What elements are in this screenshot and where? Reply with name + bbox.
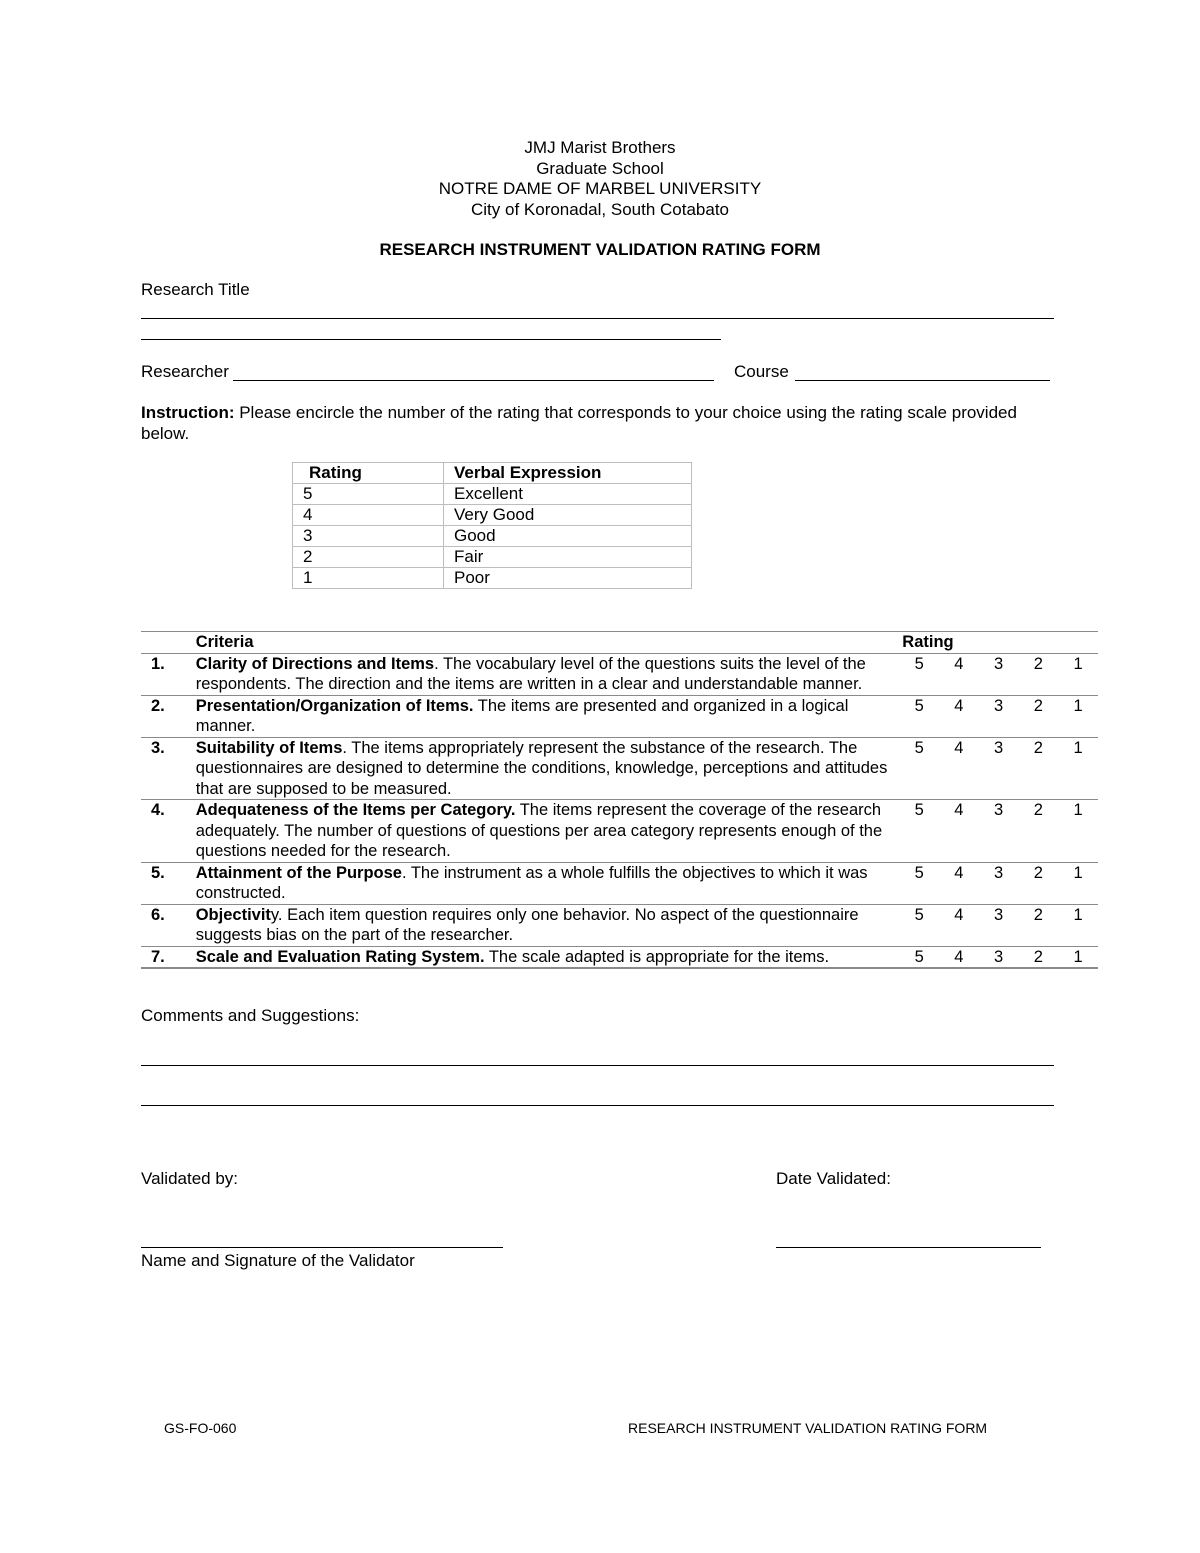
researcher-label: Researcher xyxy=(141,362,229,381)
criteria-text: y. Each item question requires only one behavior. No aspect of the questionnaire suggests bias on the part of the researcher. xyxy=(195,905,859,944)
header-line-2: Graduate School xyxy=(536,159,664,178)
rating-value: 1 xyxy=(293,568,444,589)
header-line-4: City of Koronadal, South Cotabato xyxy=(471,200,729,219)
rating-expression: Poor xyxy=(444,568,692,589)
rating-option-4[interactable]: 4 xyxy=(954,696,964,715)
research-title-line-1[interactable] xyxy=(141,318,1054,319)
rating-value: 3 xyxy=(293,526,444,547)
criteria-title: Suitability of Items xyxy=(195,738,343,757)
date-validated-line[interactable] xyxy=(776,1247,1041,1248)
criteria-row xyxy=(141,946,1098,968)
rating-option-3[interactable]: 3 xyxy=(994,905,1004,924)
validated-by-label: Validated by: xyxy=(141,1169,239,1188)
research-title-line-2[interactable] xyxy=(141,339,721,340)
comments-line-1[interactable] xyxy=(141,1065,1054,1066)
criteria-description xyxy=(196,737,900,800)
criteria-text: The scale adapted is appropriate for the items. xyxy=(484,947,830,966)
criteria-number: 1. xyxy=(151,654,165,673)
rating-option-4[interactable]: 4 xyxy=(954,654,964,673)
rating-value: 5 xyxy=(293,484,444,505)
rating-option-2[interactable]: 2 xyxy=(1033,738,1043,757)
rating-option-1[interactable]: 1 xyxy=(1073,947,1083,966)
comments-label: Comments and Suggestions: xyxy=(141,1006,360,1025)
criteria-text: . The vocabulary level of the questions suits the level of the respondents. The direction and the items are written in a clear and understandable manner. xyxy=(195,654,866,693)
criteria-row xyxy=(141,653,1098,695)
criteria-text: The items are presented and organized in a logical manner. xyxy=(195,696,849,735)
criteria-number: 3. xyxy=(151,738,165,757)
criteria-table xyxy=(141,631,1098,969)
criteria-description xyxy=(196,862,900,904)
rating-option-1[interactable]: 1 xyxy=(1073,905,1083,924)
rating-scale-row xyxy=(293,484,692,505)
criteria-text: The items represent the coverage of the research adequately. The number of questions of questions per area category represents enough of the questions needed for the research. xyxy=(195,801,883,860)
rating-option-2[interactable]: 2 xyxy=(1033,905,1043,924)
rating-option-2[interactable]: 2 xyxy=(1033,654,1043,673)
header-line-3: NOTRE DAME OF MARBEL UNIVERSITY xyxy=(438,179,762,198)
rating-option-1[interactable]: 1 xyxy=(1073,801,1083,819)
footer-title: RESEARCH INSTRUMENT VALIDATION RATING FORM xyxy=(628,1420,988,1436)
rating-option-1[interactable]: 1 xyxy=(1073,696,1083,715)
rating-option-5[interactable]: 5 xyxy=(914,801,924,819)
criteria-text: . The items appropriately represent the substance of the research. The questionnaires are designed to determine the conditions, knowledge, perceptions and attitudes that are supposed to be measured. xyxy=(195,738,888,798)
rating-option-5[interactable]: 5 xyxy=(914,947,924,966)
criteria-row xyxy=(141,695,1098,737)
rating-option-1[interactable]: 1 xyxy=(1073,863,1083,882)
criteria-header-num xyxy=(141,632,196,654)
instruction xyxy=(141,402,1061,444)
rating-option-5[interactable]: 5 xyxy=(914,654,924,673)
rating-option-4[interactable]: 4 xyxy=(954,947,964,966)
criteria-row xyxy=(141,904,1098,946)
criteria-header: Criteria xyxy=(196,632,900,654)
validator-signature-line[interactable] xyxy=(141,1247,503,1248)
rating-option-4[interactable]: 4 xyxy=(954,905,964,924)
rating-option-3[interactable]: 3 xyxy=(994,696,1004,715)
research-title-label: Research Title xyxy=(141,280,250,299)
criteria-number: 7. xyxy=(151,947,165,966)
rating-option-4[interactable]: 4 xyxy=(954,738,964,757)
rating-scale-row xyxy=(293,547,692,568)
rating-option-4[interactable]: 4 xyxy=(954,863,964,882)
rating-scale-row xyxy=(293,526,692,547)
criteria-row xyxy=(141,862,1098,904)
footer-code: GS-FO-060 xyxy=(164,1420,237,1436)
criteria-description xyxy=(196,946,900,968)
rating-option-3[interactable]: 3 xyxy=(994,947,1004,966)
instruction-label: Instruction: xyxy=(141,403,235,422)
criteria-description xyxy=(196,653,900,695)
rating-option-5[interactable]: 5 xyxy=(914,696,924,715)
criteria-title: Clarity of Directions and Items xyxy=(195,654,435,673)
rating-scale-table xyxy=(292,462,692,589)
rating-option-3[interactable]: 3 xyxy=(994,801,1004,819)
researcher-line[interactable] xyxy=(233,380,714,381)
criteria-text: . The instrument as a whole fulfills the objectives to which it was constructed. xyxy=(195,863,868,902)
rating-value: 4 xyxy=(293,505,444,526)
date-validated-label: Date Validated: xyxy=(776,1169,891,1188)
comments-line-2[interactable] xyxy=(141,1105,1054,1106)
criteria-title: Adequateness of the Items per Category. xyxy=(195,801,516,819)
rating-option-5[interactable]: 5 xyxy=(914,738,924,757)
form-title: RESEARCH INSTRUMENT VALIDATION RATING FORM xyxy=(379,240,821,259)
rating-scale-header-rating: Rating xyxy=(293,463,444,484)
rating-scale-row xyxy=(293,568,692,589)
rating-option-1[interactable]: 1 xyxy=(1073,738,1083,757)
validator-caption: Name and Signature of the Validator xyxy=(141,1251,415,1270)
rating-scale-header-row xyxy=(293,463,692,484)
rating-expression: Excellent xyxy=(444,484,692,505)
criteria-number: 4. xyxy=(151,801,165,819)
rating-header: Rating xyxy=(899,632,1098,654)
rating-expression: Very Good xyxy=(444,505,692,526)
criteria-description xyxy=(196,800,900,863)
criteria-title: Attainment of the Purpose xyxy=(195,863,402,882)
course-line[interactable] xyxy=(795,380,1050,381)
criteria-number: 5. xyxy=(151,863,165,882)
criteria-description xyxy=(196,695,900,737)
criteria-description xyxy=(196,904,900,946)
rating-expression: Fair xyxy=(444,547,692,568)
header-line-1: JMJ Marist Brothers xyxy=(524,138,676,157)
rating-option-3[interactable]: 3 xyxy=(994,654,1004,673)
rating-option-2[interactable]: 2 xyxy=(1033,801,1043,819)
rating-option-3[interactable]: 3 xyxy=(994,738,1004,757)
rating-option-3[interactable]: 3 xyxy=(994,863,1004,882)
criteria-title: Scale and Evaluation Rating System. xyxy=(195,947,485,966)
rating-option-1[interactable]: 1 xyxy=(1073,654,1083,673)
criteria-number: 6. xyxy=(151,905,165,924)
rating-value: 2 xyxy=(293,547,444,568)
criteria-number: 2. xyxy=(151,696,165,715)
rating-option-5[interactable]: 5 xyxy=(914,905,924,924)
rating-scale-header-expression: Verbal Expression xyxy=(444,463,692,484)
criteria-title: Presentation/Organization of Items. xyxy=(195,696,474,715)
rating-option-2[interactable]: 2 xyxy=(1033,696,1043,715)
rating-option-5[interactable]: 5 xyxy=(914,863,924,882)
criteria-title: Objectivit xyxy=(195,905,271,924)
rating-option-4[interactable]: 4 xyxy=(954,801,964,819)
rating-scale-row xyxy=(293,505,692,526)
criteria-header-row xyxy=(141,632,1098,654)
criteria-row xyxy=(141,737,1098,800)
rating-option-2[interactable]: 2 xyxy=(1033,947,1043,966)
criteria-row xyxy=(141,800,1098,863)
instruction-text: Please encircle the number of the rating that corresponds to your choice using the rating scale provided below. xyxy=(141,403,1017,443)
course-label: Course xyxy=(734,362,789,381)
rating-expression: Good xyxy=(444,526,692,547)
rating-option-2[interactable]: 2 xyxy=(1033,863,1043,882)
